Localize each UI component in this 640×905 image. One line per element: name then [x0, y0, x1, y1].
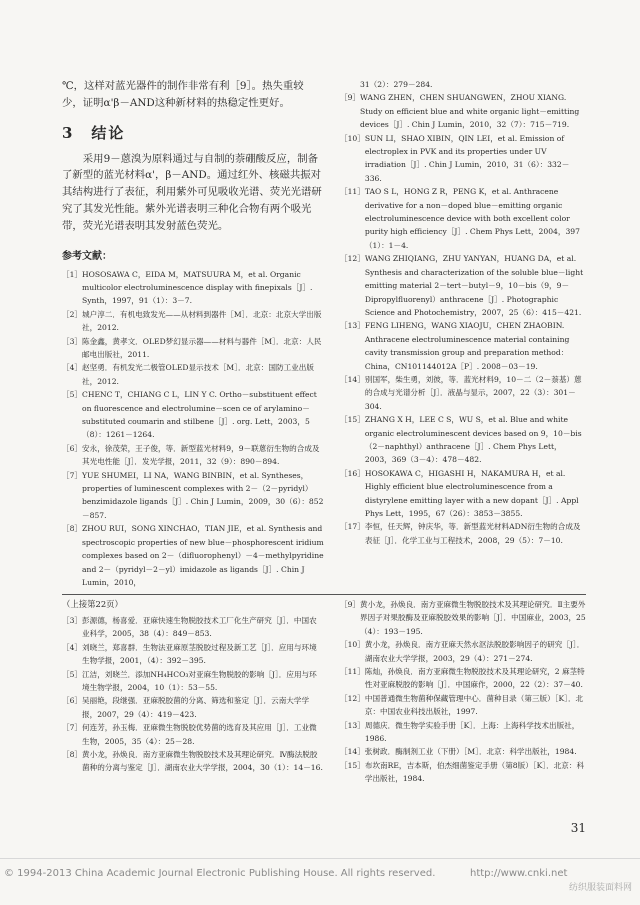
footer-rule — [0, 858, 640, 859]
reference-text: 赵坚勇．有机发光二极管OLED显示技术［M］．北京：国防工业出版社，2012. — [82, 363, 314, 386]
reference-number: ［11］ — [340, 667, 365, 677]
reference-text: FENG LIHENG，WANG XIAOJU，CHEN ZHAOBIN. Anthracene electroluminescence material containing cavity transmission group and preparation method：China，CN101144012A［P］. 2008－03－19. — [364, 321, 570, 371]
reference-item — [340, 692, 586, 719]
reference-text: SUN LI，SHAO XIBIN，QIN LEI，et al. Emission of electroplex in PVK and its properties under UV irradiation［J］. Chin J Lumin，2010，31（6）：332－336. — [364, 133, 570, 183]
reference-item — [340, 185, 586, 252]
reference-number: ［5］ — [62, 390, 83, 400]
reference-item — [340, 252, 586, 319]
body-paragraph-2: 采用9－蒽溴为原料通过与自制的萘硼酸反应，制备了新型的蓝光材料α'，β－AND。通过红外、核磁共振对其结构进行了表征，利用紫外可见吸收光谱、荧光光谱研究了其发光性能。紫外光谱表明三种化合物有两个吸光带，荧光光谱表明其发射蓝色荧光。 — [62, 152, 322, 232]
reference-number: ［14］ — [340, 374, 365, 384]
reference-item — [62, 721, 324, 748]
reference-item — [340, 745, 586, 758]
reference-number: ［12］ — [340, 693, 365, 703]
footer-site-link[interactable]: http://www.cnki.net — [470, 868, 568, 879]
reference-item — [62, 388, 324, 442]
reference-number — [340, 78, 360, 91]
reference-number: ［7］ — [62, 723, 83, 733]
reference-number: ［2］ — [62, 309, 83, 319]
reference-text: 周德庆．微生物学实验手册［K］．上海：上海科学技术出版社，1986. — [364, 720, 580, 744]
reference-item — [340, 520, 586, 547]
reference-text: TAO S L，HONG Z R，PENG K，et al. Anthracene derivative for a non－doped blue－emitting organic electroluminescence device with both excellent color purity high efficiency［J］. Chem Phys Lett，2004，397（1）：1－4. — [364, 187, 580, 250]
reference-text: WANG ZHEN，CHEN SHUANGWEN，ZHOU XIANG. Study on efficient blue and white organic light－emitting devices［J］. Chin J Lumin，2010，32（7）：715－719. — [360, 93, 580, 130]
reference-text: 张树政．酶制剂工业（下册）［M］．北京：科学出版社，1984. — [364, 747, 577, 757]
reference-item — [62, 442, 324, 469]
references-heading: 参考文献： — [62, 250, 112, 262]
section-heading-conclusion: 3 结论 — [62, 123, 126, 142]
body-paragraph-1: ℃，这样对蓝光器件的制作非常有利［9］。热失重较少，证明α'β－AND这种新材料的热稳定性更好。 — [62, 80, 304, 109]
reference-item — [62, 694, 324, 721]
reference-number: ［14］ — [340, 747, 365, 757]
reference-item — [62, 469, 324, 523]
continued-references-left — [62, 614, 324, 775]
reference-number: ［4］ — [62, 363, 83, 373]
left-column — [62, 78, 324, 589]
reference-item — [62, 748, 324, 775]
reference-number: ［13］ — [340, 720, 365, 730]
reference-text: 别国军，柴生勇，刘彼，等．蓝光材料9，10－二（2－萘基）蒽的合成与光谱分析［J］．液晶与显示，2007，22（3）：301－304. — [364, 374, 582, 411]
reference-number: ［13］ — [340, 321, 365, 331]
reference-number: ［6］ — [62, 443, 83, 453]
reference-number: ［4］ — [62, 642, 83, 652]
reference-item — [340, 91, 586, 131]
reference-number: ［7］ — [62, 470, 83, 480]
reference-text: 何连芳，孙玉梅．亚麻微生物脱胶优势菌的选育及其应用［J］．工业微生物，2005，35（4）：25－28. — [82, 723, 317, 746]
references-list-right — [340, 78, 586, 547]
reference-text: 陈灿，孙焕良．南方亚麻微生物脱胶技术及其理论研究，2 麻茎特性对亚麻脱胶的影响［J］．中国麻作，2000，22（2）：37－40. — [364, 667, 585, 690]
reference-text: 彭源德，杨喜爱．亚麻快速生物脱胶技术工厂化生产研究［J］．中国农业科学，2005，38（4）：849－853. — [82, 616, 317, 639]
reference-item — [340, 665, 586, 692]
reference-number: ［17］ — [340, 522, 365, 532]
reference-number: ［9］ — [340, 600, 361, 609]
reference-text: 布坎南RE，吉本斯，伯杰细菌鉴定手册（第8版）［K］．北京：科学出版社，1984. — [364, 760, 585, 784]
reference-text: 中国普通微生物菌种保藏管理中心．菌种目录（第三版）［K］．北京：中国农业科技出版社，1997. — [364, 693, 584, 717]
continued-label: （上接第22页） — [62, 599, 123, 609]
reference-text: ZHOU RUI，SONG XINCHAO，TIAN JIE，et al. Synthesis and spectroscopic properties of new blue－phosphorescent iridium complexes based on 2－（difluorophenyl）－4－methylpyridine and 2－（pyridyl－2－yl）imidazole as ligands［J］. Chin J Lumin，2010， — [82, 524, 324, 587]
reference-number: ［12］ — [340, 254, 365, 264]
reference-number: ［1］ — [62, 269, 83, 279]
reference-item — [340, 638, 586, 665]
reference-item — [62, 522, 324, 589]
reference-text: HOSOKAWA C，HIGASHI H，NAKAMURA H，et al. Highly efficient blue electroluminescence from a distyrylene emitting layer with a new dopant［J］. Appl Phys Lett，1995，67（26）：3853－3855. — [364, 468, 579, 518]
reference-number: ［8］ — [62, 524, 83, 534]
reference-number: ［11］ — [340, 187, 365, 197]
reference-number: ［3］ — [62, 616, 83, 625]
reference-item — [340, 373, 586, 413]
reference-item — [340, 467, 586, 521]
reference-item — [62, 614, 324, 641]
reference-item — [340, 413, 586, 467]
right-column — [340, 78, 586, 547]
continued-references-right — [340, 598, 586, 786]
reference-number: ［16］ — [340, 468, 365, 478]
footer-copyright: © 1994-2013 China Academic Journal Electronic Publishing House. All rights reserved. — [4, 868, 436, 879]
reference-number: ［9］ — [340, 93, 361, 103]
reference-text: ZHANG X H，LEE C S，WU S，et al. Blue and white organic electroluminescent devices based on 9，10－bis（2－naphthyl）anthracene［J］. Chem Phys Lett，2003，369（3－4）：478－482. — [364, 415, 582, 465]
reference-item — [62, 668, 324, 695]
references-list-left — [62, 268, 324, 590]
reference-text: WANG ZHIQIANG，ZHU YANYAN，HUANG DA，et al. Synthesis and characterization of the soluble blue－light emitting material 2－tert－butyl－9，10－bis（9，9－Dipropylfluorenyl）anthracene［J］. Photographic Science and Photochemistry，2007，25（6）：415－421. — [364, 254, 584, 317]
reference-item — [340, 719, 586, 746]
reference-text: 江洁，刘晓兰．添加NH₄HCO₃对亚麻生物脱胶的影响［J］．应用与环境生物学报，2004，10（1）：53－55. — [82, 669, 317, 693]
section-divider — [62, 594, 586, 595]
reference-number: ［15］ — [340, 415, 365, 425]
reference-text: 吴丽艳，段继强．亚麻脱胶菌的分离、筛选和鉴定［J］．云南大学学报，2007，29（4）：419－423. — [82, 696, 310, 719]
watermark: 纺织服装面料网 — [568, 883, 632, 893]
reference-text: 陈金鑫，黄孝文．OLED梦幻显示器——材料与器件［M］．北京：人民邮电出版社，2011. — [82, 336, 322, 360]
reference-number: ［5］ — [62, 669, 83, 679]
reference-text: CHENC T，CHIANG C L，LIN Y C. Ortho－substituent effect on fluorescence and electrolumine－scen ce of arylamino－substituted coumarin and stilbene［J］. org. Lett，2003，5（8）：1261－1264. — [82, 390, 317, 440]
reference-number: ［15］ — [340, 760, 365, 770]
reference-text: 安永，徐茂荣，王子俊，等．新型蓝光材料9，9－联蒽衍生物的合成及其光电性能［J］．发光学报，2011，32（9）：890－894. — [82, 443, 320, 467]
reference-text: 城户淳二．有机电致发光——从材料到器件［M］．北京：北京大学出版社，2012. — [82, 309, 322, 333]
reference-text: 黄小龙，孙焕良．南方亚麻天然水沤法脱胶影响因子的研究［J］．湖南农业大学学报，2003，29（4）：271－274. — [364, 640, 585, 663]
reference-text: YUE SHUMEI，LI NA，WANG BINBIN，et al. Syntheses，properties of luminescent complexes with 2－（2－pyridyl）benzimidazole ligands［J］. Chin J Lumin，2009，30（6）：852－857. — [82, 470, 324, 520]
reference-item — [62, 335, 324, 362]
reference-text: 刘晓兰，郑喜群．生物法亚麻原茎脱胶过程及新工艺［J］．应用与环境生物学报，2001，（4）：392－395. — [82, 642, 317, 666]
page-number: 31 — [570, 821, 586, 835]
reference-item — [340, 598, 586, 638]
reference-text: 31（2）：279－284. — [360, 80, 433, 89]
reference-text: HOSOSAWA C，EIDA M，MATSUURA M，et al. Organic multicolor electroluminescence display with finepixals［J］. Synth，1997，91（1）：3－7. — [82, 269, 313, 306]
reference-text: 黄小龙，孙焕良．南方亚麻微生物脱胶技术及其理论研究．Ⅳ酶法脱胶菌种的分离与鉴定［J］．湖南农业大学学报，2004，30（1）：14－16. — [82, 750, 323, 773]
reference-number: ［6］ — [62, 696, 83, 706]
reference-item — [340, 759, 586, 786]
reference-number: ［8］ — [62, 750, 83, 760]
reference-item — [62, 361, 324, 388]
reference-item — [62, 641, 324, 668]
reference-number: ［10］ — [340, 640, 365, 650]
reference-item — [340, 132, 586, 186]
reference-text: 李恒，任天辉，钟庆华，等．新型蓝光材料ADN衍生物的合成及表征［J］．化学工业与工程技术，2008，29（5）：7－10. — [364, 522, 581, 545]
reference-item — [62, 268, 324, 308]
reference-number: ［10］ — [340, 133, 365, 143]
reference-item — [340, 78, 586, 91]
reference-number: ［3］ — [62, 336, 83, 346]
reference-item — [62, 308, 324, 335]
reference-text: 黄小龙，孙焕良．南方亚麻微生物脱胶技术及其理论研究．Ⅱ主要外界因子对果胶酶及亚麻脱胶效果的影响［J］．中国麻业，2003，25（4）：193－195. — [360, 600, 586, 636]
reference-item — [340, 319, 586, 373]
